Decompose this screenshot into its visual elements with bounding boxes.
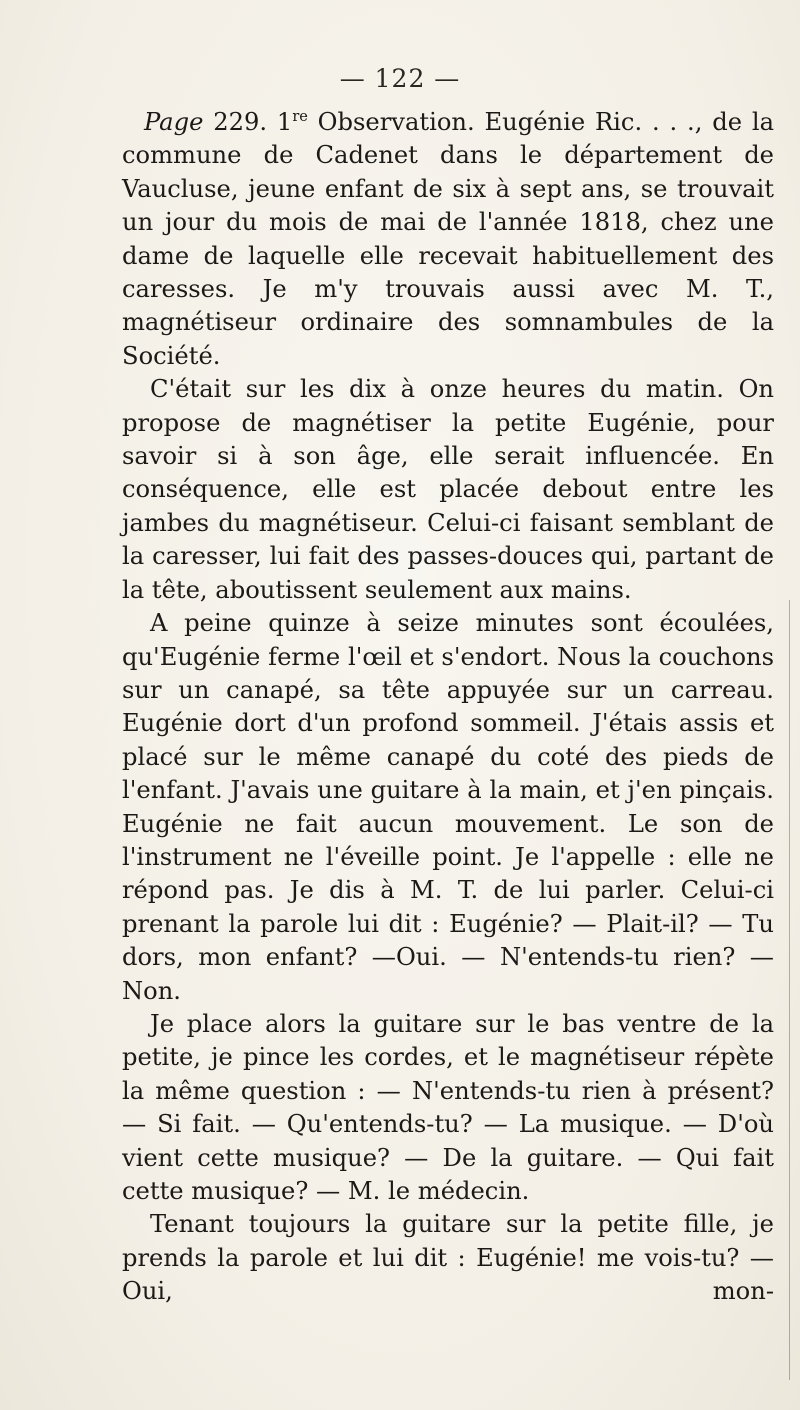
page-number: — 122 — bbox=[339, 64, 461, 93]
paragraph: C'était sur les dix à onze heures du matin. On propose de magnétiser la petite Eugénie, pour savoir si à son âge, elle serait influencée. En conséquence, elle est placée debout entre les jambes du magnétiseur. Celui-ci faisant semblant de la caresser, lui fait des passes-douces qui, partant de la tête, aboutissent seulement aux mains. bbox=[122, 375, 774, 604]
ordinal-superscript: re bbox=[292, 108, 308, 125]
observation-heading-number: 229. 1 bbox=[203, 108, 293, 136]
body-text bbox=[122, 106, 774, 1309]
paragraph: Tenant toujours la guitare sur la petite fille, je prends la parole et lui dit : Eugénie! me vois-tu? — Oui, mon- bbox=[122, 1210, 774, 1306]
paragraph-lead-word: Page bbox=[144, 108, 204, 136]
page-edge-shadow bbox=[789, 600, 794, 1380]
paragraph-observation bbox=[122, 106, 774, 373]
paragraph: A peine quinze à seize minutes sont écoulées, qu'Eugénie ferme l'œil et s'endort. Nous la couchons sur un canapé, sa tête appuyée sur un carreau. Eugénie dort d'un profond sommeil. J'étais assis et placé sur le même canapé du coté des pieds de l'enfant. J'avais une guitare à la main, et j'en pinçais. Eugénie ne fait aucun mouvement. Le son de l'instrument ne l'éveille point. Je l'appelle : elle ne répond pas. Je dis à M. T. de lui parler. Celui-ci prenant la parole lui dit : Eugénie? — Plait-il? — Tu dors, mon enfant? —Oui. — N'entends-tu rien? — Non. bbox=[122, 609, 774, 1005]
paragraph: Je place alors la guitare sur le bas ventre de la petite, je pince les cordes, et le magnétiseur répète la même question : — N'entends-tu rien à présent? — Si fait. — Qu'entends-tu? — La musique. — D'où vient cette musique? — De la guitare. — Qui fait cette musique? — M. le médecin. bbox=[122, 1009, 774, 1205]
observation-text: Observation. Eugénie Ric. . . ., de la commune de Cadenet dans le département de Vaucluse, jeune enfant de six à sept ans, se trouvait un jour du mois de mai de l'année 1818, chez une dame de laquelle elle recevait habituellement des caresses. Je m'y trouvais aussi avec M. T., magnétiseur ordinaire des somnambules de la Société. bbox=[122, 108, 774, 370]
